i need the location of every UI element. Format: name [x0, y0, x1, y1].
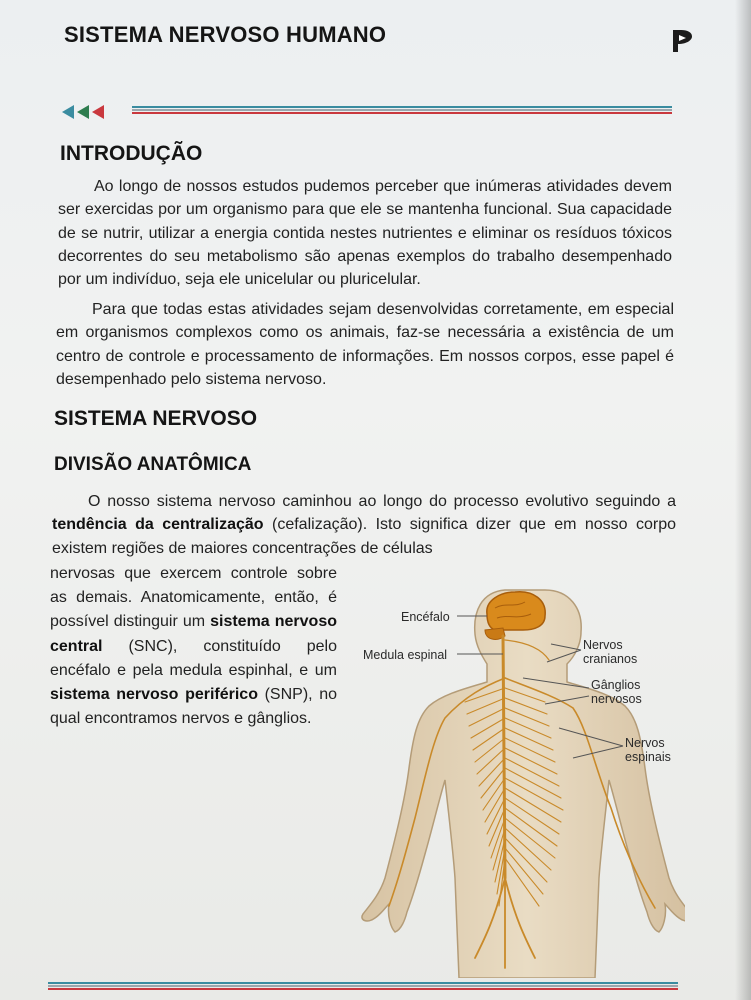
divisao-text-a: O nosso sistema nervoso caminhou ao longo do processo evolutivo seguindo a: [88, 493, 676, 510]
divisao2-text-c: (SNC), constituído pelo encéfalo e pela medula espinhal, e um: [50, 637, 337, 679]
sistema-nervoso-heading: SISTEMA NERVOSO: [54, 407, 258, 430]
label-ganglios-1: Gânglios: [591, 678, 641, 692]
divisao-paragraph: [52, 490, 676, 560]
intro-paragraph-2: Para que todas estas atividades sejam desenvolvidas corretamente, em especial em organismos complexos como os animais, faz-se necessária a existência de um centro de controle e processamento de informações. Em nossos corpos, esse papel é desempenhado pelo sistema nervoso.: [56, 301, 674, 388]
page-title: SISTEMA NERVOSO HUMANO: [64, 22, 387, 47]
human-body-illustration: [355, 578, 685, 978]
label-encefalo: Encéfalo: [401, 610, 450, 624]
label-medula-espinal: Medula espinal: [363, 648, 448, 662]
divisao2-text-a: nervosas que exercem controle sobre as demais. Anatomicamente, então, é possível distinguir um: [50, 565, 337, 631]
section-arrows-icon: [60, 102, 124, 122]
label-nervos-espinais-2: espinais: [625, 750, 671, 764]
brain-shape: [487, 592, 545, 630]
divisao-text-c: (cefalização). Isto significa dizer que em nosso corpo existem regiões de maiores concentrações de células: [52, 516, 677, 557]
label-nervos-espinais-1: Nervos: [625, 736, 665, 750]
page-edge-shadow: [735, 0, 751, 1000]
intro-paragraph-1: Ao longo de nossos estudos pudemos perceber que inúmeras atividades devem ser exercidas por um organismo para que ele se mantenha funcional. Sua capacidade de se nutrir, utilizar a energia contida nestes nutrientes e eliminar os resíduos tóxicos decorrentes do seu metabolismo são apenas exemplos do trabalho desempenhado por um indivíduo, seja ele unicelular ou pluricelular.: [58, 178, 672, 289]
footer-rule: [48, 982, 678, 990]
label-nervos-cranianos-2: cranianos: [583, 652, 638, 666]
label-nervos-cranianos-1: Nervos: [583, 638, 623, 652]
divisao-paragraph-continued: [50, 562, 337, 731]
divisao2-text-e: (SNP), no qual encontramos nervos e gânglios.: [50, 686, 338, 728]
header-rule: [132, 106, 672, 114]
divisao2-bold-snp: sistema nervoso periférico: [50, 686, 258, 704]
nervous-system-figure: [355, 578, 685, 978]
divisao2-bold-snc: sistema nervoso central: [50, 613, 337, 655]
divisao-anatomica-heading: DIVISÃO ANATÔMICA: [54, 454, 252, 475]
divisao-bold-centralizacao: tendência da centralização: [52, 516, 264, 534]
label-ganglios-2: nervosos: [591, 692, 642, 706]
intro-heading: INTRODUÇÃO: [60, 142, 203, 165]
play-logo-icon: [668, 27, 696, 55]
